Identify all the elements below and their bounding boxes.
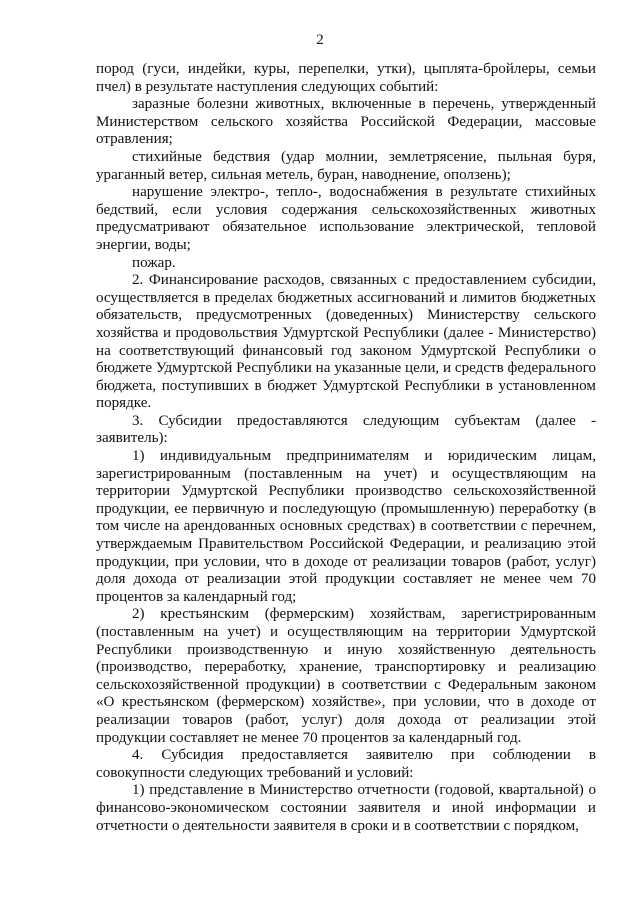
paragraph: пожар.: [132, 254, 176, 271]
paragraph: заразные болезни животных, включенные в перечень, утвержденный Министерством сельского хозяйства Российской Федерации, массовые отравления;: [96, 96, 596, 148]
paragraph: 1) индивидуальным предпринимателям и юридическим лицам, зарегистрированным (поставленным на учет) и осуществляющим на территории Удмуртской Республики производство сельскохозяйственной продукции, ее первичную и последующую (промышленную) переработку (в том числе на арендованных основных средствах) в соответствии с перечнем, утверждаемым Правительством Российской Федерации, и реализацию этой продукции, при условии, что в доходе от реализации товаров (работ, услуг) доля дохода от реализации этой продукции составляет не менее чем 70 процентов за календарный год;: [96, 448, 596, 605]
paragraph: 2) крестьянским (фермерским) хозяйствам, зарегистрированным (поставленным на учет) и осуществляющим на территории Удмуртской Республики производственную и иную хозяйственную деятельность (производство, переработку, хранение, транспортировку и реализацию сельскохозяйственной продукции) в соответствии с Федеральным законом «О крестьянском (фермерском) хозяйстве», при условии, что в доходе от реализации товаров (работ, услуг) доля дохода от реализации этой продукции составляет не менее 70 процентов за календарный год.: [96, 606, 596, 746]
paragraph: 1) представление в Министерство отчетности (годовой, квартальной) о финансово-экономическом состоянии заявителя и иной информации и отчетности о деятельности заявителя в сроки и в соответствии с порядком,: [96, 782, 596, 834]
paragraph: 4. Субсидия предоставляется заявителю при соблюдении в совокупности следующих требований и условий:: [96, 747, 596, 781]
paragraph: стихийные бедствия (удар молнии, землетрясение, пыльная буря, ураганный ветер, сильная метель, буран, наводнение, оползень);: [96, 148, 596, 183]
paragraph: пород (гуси, индейки, куры, перепелки, утки), цыплята-бройлеры, семьи пчел) в результате наступления следующих событий:: [96, 61, 596, 95]
paragraph: 3. Субсидии предоставляются следующим субъектам (далее - заявитель):: [96, 412, 596, 447]
document-body: [96, 61, 596, 835]
paragraph: 2. Финансирование расходов, связанных с предоставлением субсидии, осуществляется в пределах бюджетных ассигнований и лимитов бюджетных обязательств, предусмотренных (доведенных) Министерству сельского хозяйства и продовольствия Удмуртской Республики (далее - Министерство) на соответствующий финансовый год законом Удмуртской Республики о бюджете Удмуртской Республики на указанные цели, и средств федерального бюджета, поступивших в бюджет Удмуртской Республики в установленном порядке.: [96, 272, 596, 412]
page-number: 2: [316, 32, 324, 48]
paragraph: нарушение электро-, тепло-, водоснабжения в результате стихийных бедствий, если условия содержания сельскохозяйственных животных предусматривают обязательное использование электрической, тепловой энергии, воды;: [96, 184, 596, 253]
